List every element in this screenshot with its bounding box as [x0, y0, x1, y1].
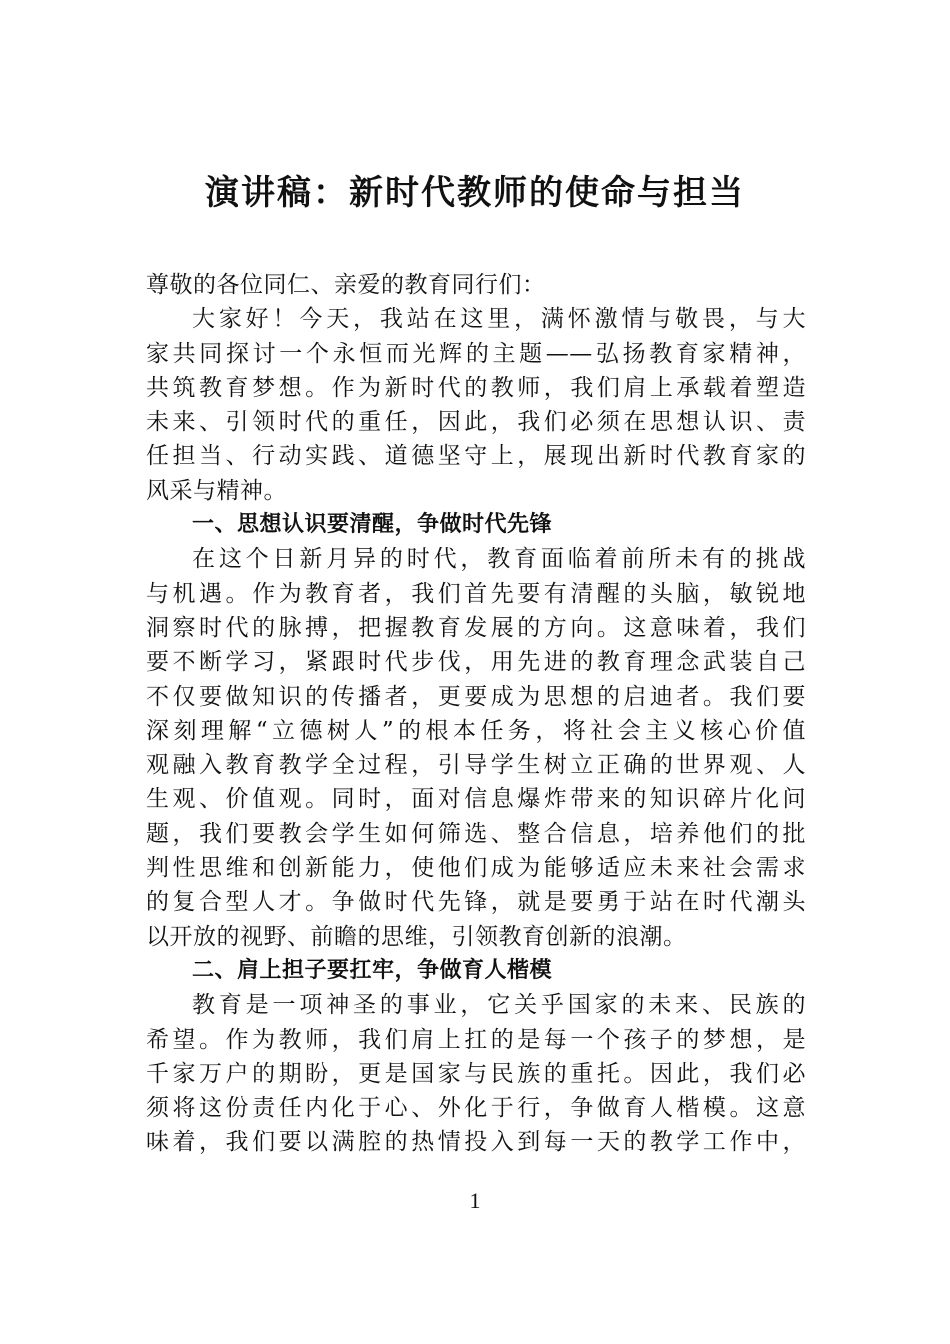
body-line: 要不断学习，紧跟时代步伐，用先进的教育理念武装自己	[146, 649, 806, 676]
body-line: 的复合型人才。争做时代先锋，就是要勇于站在时代潮头	[146, 889, 806, 916]
body-line: 风采与精神。	[146, 477, 287, 504]
body-line: 希望。作为教师，我们肩上扛的是每一个孩子的梦想，是	[146, 1026, 806, 1053]
body-line: 在这个日新月异的时代，教育面临着前所未有的挑战	[192, 546, 806, 573]
body-line: 洞察时代的脉搏，把握教育发展的方向。这意味着，我们	[146, 614, 806, 641]
document-body	[146, 268, 806, 1160]
body-line: 须将这份责任内化于心、外化于行，争做育人楷模。这意	[146, 1095, 806, 1122]
body-line: 家共同探讨一个永恒而光辉的主题——弘扬教育家精神，	[146, 340, 806, 367]
body-line: 教育是一项神圣的事业，它关乎国家的未来、民族的	[192, 992, 806, 1019]
body-line: 以开放的视野、前瞻的思维，引领教育创新的浪潮。	[146, 923, 687, 950]
body-line: 共筑教育梦想。作为新时代的教师，我们肩上承载着塑造	[146, 374, 806, 401]
body-line: 不仅要做知识的传播者，更要成为思想的启迪者。我们要	[146, 683, 806, 710]
body-line: 味着，我们要以满腔的热情投入到每一天的教学工作中，	[146, 1129, 806, 1156]
body-line: 未来、引领时代的重任，因此，我们必须在思想认识、责	[146, 409, 806, 436]
body-line: 生观、价值观。同时，面对信息爆炸带来的知识碎片化问	[146, 786, 806, 813]
body-line: 深刻理解“立德树人”的根本任务，将社会主义核心价值	[146, 717, 806, 744]
body-line: 观融入教育教学全过程，引导学生树立正确的世界观、人	[146, 752, 806, 779]
section-heading: 二、肩上担子要扛牢，争做育人楷模	[192, 957, 553, 983]
document-title: 演讲稿：新时代教师的使命与担当	[205, 173, 745, 213]
section-heading: 一、思想认识要清醒，争做时代先锋	[192, 512, 553, 538]
body-line: 任担当、行动实践、道德坚守上，展现出新时代教育家的	[146, 443, 806, 470]
body-line: 千家万户的期盼，更是国家与民族的重托。因此，我们必	[146, 1060, 806, 1087]
body-line: 尊敬的各位同仁、亲爱的教育同行们：	[146, 272, 546, 298]
body-line: 判性思维和创新能力，使他们成为能够适应未来社会需求	[146, 855, 806, 882]
body-line: 题，我们要教会学生如何筛选、整合信息，培养他们的批	[146, 820, 806, 847]
page-number: 1	[469, 1188, 481, 1213]
body-line: 大家好！今天，我站在这里，满怀激情与敬畏，与大	[192, 306, 806, 333]
body-line: 与机遇。作为教育者，我们首先要有清醒的头脑，敏锐地	[146, 580, 806, 607]
